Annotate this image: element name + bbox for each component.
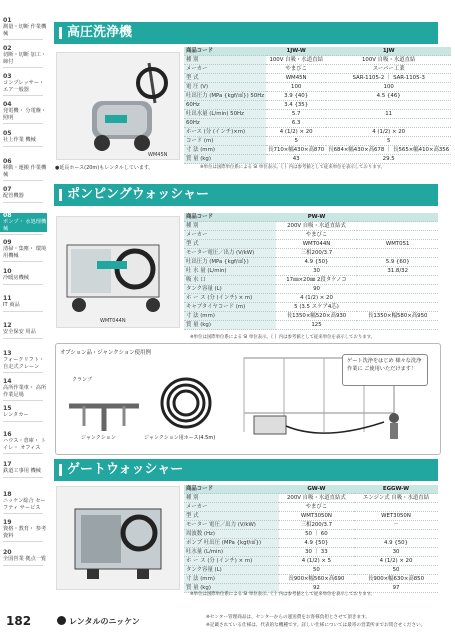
- table-row: [184, 294, 438, 303]
- cell: 1JW: [326, 47, 451, 56]
- table-row: [184, 566, 438, 575]
- brand-logo: [57, 616, 140, 627]
- cell: －: [354, 521, 438, 530]
- row-label: メーカー: [184, 503, 279, 512]
- sidebar-item-label: 測量・切断 作業機械: [3, 24, 47, 37]
- table-row: [184, 83, 451, 92]
- table-header-row: [184, 485, 438, 494]
- cell: 5 (3.5 スケア4芯): [276, 303, 358, 312]
- cell: SAR-1105-2 ｜ SAR-1105-3: [326, 74, 451, 83]
- sidebar-item-label: コンプレッサー・ エア一般器: [3, 80, 45, 93]
- cell: 4.9 {50}: [279, 539, 354, 548]
- options-title: オプション品・ジャンクション使用例: [60, 350, 151, 356]
- sidebar-item-label: 発電機・ 分電盤・照明: [3, 108, 47, 121]
- sidebar-item-15[interactable]: [3, 406, 47, 419]
- sidebar-item-number: 01: [3, 17, 12, 24]
- sidebar-item-number: 20: [3, 549, 12, 556]
- logo-icon: [57, 616, 66, 625]
- cell: 5.7: [266, 110, 326, 119]
- product-photo-gate-washer: [56, 486, 180, 590]
- cell: 30: [354, 548, 438, 557]
- cell: [326, 119, 451, 128]
- table-row: [184, 512, 438, 521]
- sidebar-item-number: 02: [3, 45, 12, 52]
- row-label: ポンプ 吐出圧 (MPa {kgf/㎠}): [184, 539, 279, 548]
- sidebar-item-number: 07: [3, 186, 12, 193]
- page-footer: [0, 604, 455, 644]
- table-row: [184, 137, 451, 146]
- sidebar-item-number: 04: [3, 101, 12, 108]
- row-label: 60Hz: [184, 101, 266, 110]
- cell: 100V 自吸・水道直結: [266, 56, 326, 65]
- cell: 4 (1/2) × 20: [276, 294, 358, 303]
- sidebar-item-number: 03: [3, 73, 12, 80]
- cell: 90: [276, 285, 358, 294]
- section-header-high-pressure-washer: [54, 22, 438, 44]
- cell: [357, 285, 438, 294]
- cell: 三相200/3.7: [279, 521, 354, 530]
- row-label: 吐水量 (L/min): [184, 548, 279, 557]
- table-row: [184, 303, 438, 312]
- cell: 17㎜×20㎜ 2段タケノコ: [276, 276, 358, 285]
- cell: 長684×幅430×高678 ｜ 長565×幅410×高356: [328, 146, 450, 153]
- row-label: タンク容量 (L): [184, 285, 276, 294]
- row-label: 質 量 (kg): [184, 321, 276, 330]
- speech-bubble: ゲート洗浄をはじめ 様々な洗浄作業に ご使用いただけます！: [342, 354, 428, 386]
- row-label: 種 別: [184, 56, 266, 65]
- row-label: ホ ー ス (分 (インチ) × m): [184, 557, 279, 566]
- cell: 4 (1/2) × 20: [326, 128, 451, 137]
- sidebar-item-17[interactable]: [3, 462, 47, 475]
- row-label: 質 量 (kg): [184, 155, 266, 164]
- sidebar-item-10[interactable]: [3, 269, 47, 282]
- cell: WMT051: [357, 240, 438, 249]
- table-row: [184, 557, 438, 566]
- note-units: ※単位は国際単位系による SI 単位表示。｛ ｝内は参考値として従来単位を表示しております。: [200, 165, 386, 170]
- cell: 5: [266, 137, 326, 146]
- table-row: [184, 575, 438, 584]
- row-label: 商品コード: [184, 485, 279, 494]
- sidebar-item-label: 全国営業 拠点一覧: [3, 556, 47, 563]
- sidebar-item-number: 10: [3, 268, 12, 275]
- sidebar-nav: [0, 0, 47, 644]
- section-header-gate-washer: [54, 459, 438, 481]
- cell: [354, 503, 438, 512]
- table-row: [184, 548, 438, 557]
- cell: [357, 222, 438, 231]
- cell: 4.5 {46}: [326, 92, 451, 101]
- row-label: 型 式: [184, 240, 276, 249]
- table-row: [184, 321, 438, 330]
- spec-table-pumping-washer: [184, 213, 438, 330]
- cell: [357, 294, 438, 303]
- cell: 4 (1/2) × 20: [354, 557, 438, 566]
- cell: 50: [354, 566, 438, 575]
- sidebar-item-number: 14: [3, 378, 12, 385]
- cell: PW-W: [276, 213, 358, 222]
- sidebar-item-number: 05: [3, 130, 12, 137]
- table-row: [184, 503, 438, 512]
- note-units: ※単位は国際単位系による SI 単位表示。｛ ｝内は参考値として従来単位を表示しております。: [190, 592, 376, 597]
- cell: [357, 321, 438, 330]
- note-units: ※単位は国際単位系による SI 単位表示。｛ ｝内は参考値として従来単位を表示しております。: [190, 335, 376, 340]
- table-row: [184, 285, 438, 294]
- sidebar-item-label: 社上作業 機械: [3, 137, 36, 144]
- sidebar-item-08[interactable]: [0, 213, 47, 232]
- cell: エンジン式 自吸・水道直結: [354, 494, 438, 503]
- cell: 3.9 {40}: [266, 92, 326, 101]
- table-row: [184, 249, 438, 258]
- cell: 50 ｜ 60: [279, 530, 354, 539]
- sidebar-item-label: 切断・切断 加工・締付: [3, 52, 47, 65]
- sidebar-item-number: 15: [3, 405, 12, 412]
- page-number: 182: [6, 614, 32, 628]
- sidebar-item-14[interactable]: [3, 379, 47, 398]
- note-extension-hose: ●延長ホース(20m)もレンタルしています。: [55, 165, 154, 171]
- row-label: 種 別: [184, 494, 279, 503]
- cell: 92: [279, 584, 354, 593]
- row-label: メーカー: [184, 65, 266, 74]
- cell: 長1350×幅580×高950: [357, 312, 438, 321]
- cell: 100V 自吸・水道直結: [326, 56, 451, 65]
- sidebar-item-number: 18: [3, 491, 12, 498]
- sidebar-item-label: 冷暖房機械: [3, 275, 29, 282]
- sidebar-item-label: 安全保安 用品: [3, 329, 36, 336]
- hose-label: ジャンクション用ホース(4.5m): [144, 435, 216, 441]
- cell: EGGW-W: [354, 485, 438, 494]
- options-box: [55, 343, 441, 455]
- sidebar-item-06[interactable]: [3, 159, 47, 178]
- sidebar-item-number: 12: [3, 322, 12, 329]
- clamp-label: クランプ: [72, 377, 93, 383]
- cell: WM45N: [266, 74, 326, 83]
- row-label: 周波数 (Hz): [184, 530, 279, 539]
- cell: WMT044N: [276, 240, 358, 249]
- sidebar-item-label: 高所作業車・ 高所作業足場: [3, 385, 47, 398]
- cell: 31.8/32: [357, 267, 438, 276]
- row-label: 寸 法 (mm): [184, 146, 266, 155]
- cell: 30 ｜ 33: [279, 548, 354, 557]
- sidebar-item-12[interactable]: [3, 323, 47, 336]
- cell: 29.5: [326, 155, 451, 164]
- sidebar-item-label: 移動・運搬 作業機械: [3, 165, 47, 178]
- junction-label: ジャンクション: [81, 435, 116, 441]
- row-label: ホース (分 (インチ)×m): [184, 128, 266, 137]
- section-title: ポンピングウォッシャー: [67, 187, 209, 202]
- table-row: [184, 128, 451, 137]
- sidebar-item-label: ポンプ・ 水処理機械: [3, 219, 47, 232]
- cell: 43: [266, 155, 326, 164]
- table-row: [184, 521, 438, 530]
- table-row: [184, 222, 438, 231]
- sidebar-item-04[interactable]: [3, 102, 47, 121]
- spec-table-washer: [184, 47, 451, 164]
- cell: WET3050N: [354, 512, 438, 521]
- table-row: [184, 539, 438, 548]
- sidebar-item-number: 17: [3, 461, 12, 468]
- sidebar-item-01[interactable]: [3, 18, 47, 37]
- cell: [357, 303, 438, 312]
- section-title: 高圧洗浄機: [67, 25, 133, 40]
- sidebar-item-number: 09: [3, 239, 12, 246]
- row-label: メーカー: [184, 231, 276, 240]
- product-photo-wmt044n: [56, 216, 180, 328]
- photo-caption: WM45N: [148, 152, 168, 158]
- cell: 50: [279, 566, 354, 575]
- junction-illustration: [64, 386, 144, 436]
- sidebar-item-20[interactable]: [3, 550, 47, 563]
- cell: [326, 101, 451, 110]
- sidebar-item-number: 11: [3, 295, 12, 302]
- cell: 4.9 {50}: [276, 258, 358, 267]
- hose-illustration: [154, 372, 218, 434]
- cell: 長710×幅430×高870: [268, 146, 325, 153]
- table-row: [184, 494, 438, 503]
- cell: 4 (1/2) × 20: [266, 128, 326, 137]
- cell: 30: [276, 267, 358, 276]
- cell: 100: [326, 83, 451, 92]
- sidebar-item-number: 06: [3, 158, 12, 165]
- cell: 三相200/3.7: [276, 249, 358, 258]
- row-label: 吐出圧力 (MPa {kgf/㎠}) 50Hz: [186, 92, 265, 99]
- sidebar-item-label: ハウス・倉庫・ トイレ・ オフィス: [3, 438, 46, 451]
- table-row: [184, 155, 451, 164]
- row-label: 型 式: [184, 512, 279, 521]
- cell: やまびこ: [279, 503, 354, 512]
- table-row: [184, 258, 438, 267]
- row-label: 商品コード: [184, 213, 276, 222]
- cell: 3.4 {35}: [266, 101, 326, 110]
- cell: 100: [266, 83, 326, 92]
- row-label: モーター電圧／出力 (V/kW): [184, 249, 276, 258]
- row-label: ホ ー ス (分 (インチ) × m): [184, 294, 276, 303]
- cell: 200V 自吸・水道直結式: [276, 222, 358, 231]
- cell: やまびこ: [276, 231, 358, 240]
- row-label: 60Hz: [184, 119, 266, 128]
- table-row: [184, 267, 438, 276]
- cell: 125: [276, 321, 358, 330]
- table-row: [184, 240, 438, 249]
- product-photo-wm45n: [56, 52, 180, 160]
- table-row: [184, 231, 438, 240]
- sidebar-item-label: レンタカー: [3, 412, 29, 419]
- row-label: コード (m): [184, 137, 266, 146]
- sidebar-item-03[interactable]: [3, 74, 47, 93]
- sidebar-item-18[interactable]: [3, 492, 47, 511]
- footnote-2: ※記載されている仕様は、代表的な機種です。詳しい仕様については最寄の営業所までお問合せください。: [206, 623, 426, 628]
- row-label: 寸 法 (mm): [184, 575, 279, 584]
- row-label: 吐出水量 (L/min) 50Hz: [184, 110, 266, 119]
- cell: 6.3: [266, 119, 326, 128]
- sidebar-item-number: 19: [3, 519, 12, 526]
- sidebar-item-11[interactable]: [3, 296, 47, 309]
- table-row: [184, 101, 451, 110]
- row-label: キャブタイヤコード (m): [184, 303, 276, 312]
- cell: スーパー工業: [326, 65, 451, 74]
- sidebar-item-05[interactable]: [3, 131, 47, 144]
- row-label: 種 別: [184, 222, 276, 231]
- sidebar-item-19[interactable]: [3, 520, 47, 539]
- table-header-row: [184, 47, 451, 56]
- table-row: [184, 74, 451, 83]
- brand-name: レンタルのニッケン: [69, 617, 140, 626]
- sidebar-item-label: 鉄道工事用 機械: [3, 468, 41, 475]
- row-label: 電 圧 (V): [184, 83, 266, 92]
- spec-table-gate-washer: [184, 485, 438, 593]
- cell: [357, 213, 438, 222]
- sidebar-item-label: フォークリフト・ 自走式クレーン: [3, 357, 45, 370]
- section-header-pumping-washer: [54, 184, 438, 206]
- sidebar-item-label: IT 商品: [3, 302, 20, 309]
- cell: 5: [326, 137, 451, 146]
- cell: 長900×幅630×高850: [354, 575, 438, 584]
- row-label: 寸 法 (mm): [184, 312, 276, 321]
- row-label: 吸 水 口: [184, 276, 276, 285]
- cell: WMT3050N: [279, 512, 354, 521]
- cell: 97: [354, 584, 438, 593]
- cell: [354, 530, 438, 539]
- cell: 1JW-W: [266, 47, 326, 56]
- cell: [357, 276, 438, 285]
- row-label: 質 量 (kg): [184, 584, 279, 593]
- cell: 5.9 {60}: [357, 258, 438, 267]
- table-row: [184, 146, 451, 155]
- sidebar-item-label: ニッケン総合 セーフティ サービス: [3, 498, 46, 511]
- sidebar-item-13[interactable]: [3, 351, 47, 370]
- cell: やまびこ: [266, 65, 326, 74]
- row-label: 商品コード: [184, 47, 266, 56]
- cell: 4.9 {50}: [354, 539, 438, 548]
- table-row: [184, 92, 451, 101]
- cell: 長900×幅560×高690: [279, 575, 354, 584]
- cell: [357, 249, 438, 258]
- sidebar-item-label: 配管機器: [3, 193, 24, 200]
- photo-caption: WMT044N: [100, 318, 126, 324]
- cell: [357, 231, 438, 240]
- cell: 4 (1/2) × 5: [279, 557, 354, 566]
- table-row: [184, 56, 451, 65]
- row-label: 型 式: [184, 74, 266, 83]
- sidebar-item-number: 16: [3, 431, 12, 438]
- table-row: [184, 530, 438, 539]
- cell: GW-W: [279, 485, 354, 494]
- sidebar-item-07[interactable]: [3, 187, 47, 200]
- table-row: [184, 312, 438, 321]
- row-label: 吐 水 量 (L/min): [184, 267, 276, 276]
- row-label: タンク容量 (L): [184, 566, 279, 575]
- cell: 200V 自吸・水道直結式: [279, 494, 354, 503]
- row-label: モーター 電圧／出力 (V/kW): [184, 521, 279, 530]
- table-row: [184, 65, 451, 74]
- cell: 11: [326, 110, 451, 119]
- sidebar-item-number: 13: [3, 350, 12, 357]
- table-row: [184, 119, 451, 128]
- sidebar-item-number: 08: [3, 212, 12, 219]
- footnote-1: ※センター管理商品は、センターからの運送費をお客様負担とさせて頂きます。: [206, 615, 370, 620]
- section-title: ゲートウォッシャー: [67, 462, 184, 477]
- sidebar-item-02[interactable]: [3, 46, 47, 65]
- sidebar-item-16[interactable]: [3, 432, 47, 451]
- table-row: [184, 110, 451, 119]
- sidebar-item-label: 資格・教育・ 参考資料: [3, 526, 47, 539]
- table-row: [184, 276, 438, 285]
- sidebar-item-09[interactable]: [3, 240, 47, 259]
- table-header-row: [184, 213, 438, 222]
- cell: 長1350×幅520×高930: [276, 312, 358, 321]
- sidebar-item-label: 清掃・集塵・ 環境用機械: [3, 246, 47, 259]
- row-label: 吐出圧力 (MPa {kgf/㎠}): [184, 258, 276, 267]
